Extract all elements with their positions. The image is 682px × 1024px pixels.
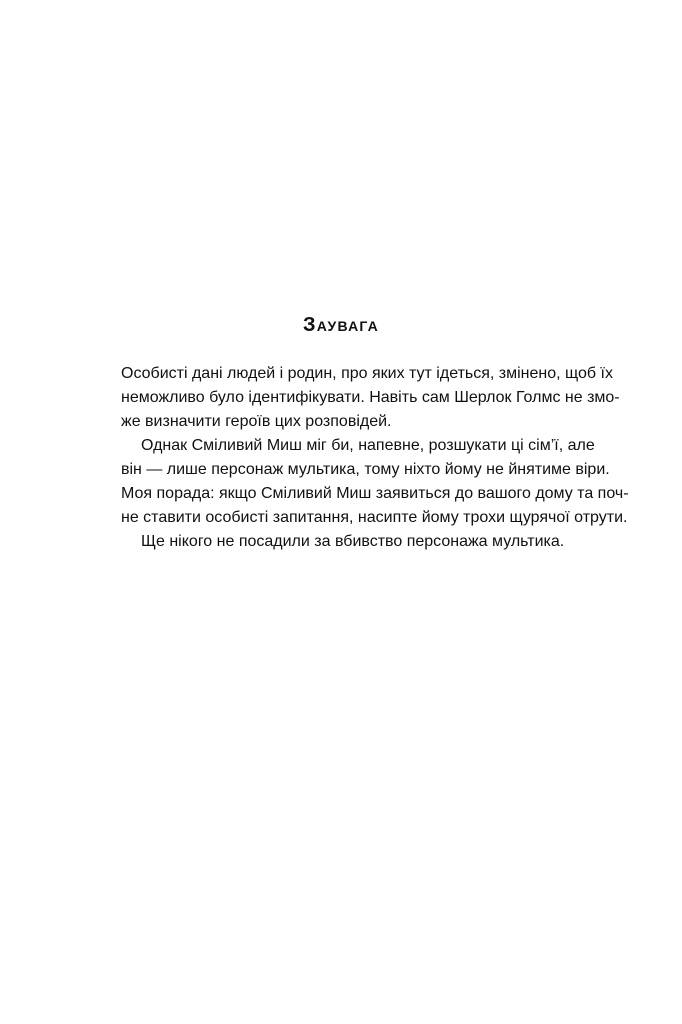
- text-line: Особисті дані людей і родин, про яких тут ідеться, змінено, щоб їх: [121, 365, 613, 382]
- paragraph-2: [121, 434, 629, 530]
- text-line: не ставити особисті запитання, насипте йому трохи щурячої отрути.: [121, 509, 628, 526]
- text-line: Однак Сміливий Миш міг би, напевне, розшукати ці сім’ї, але: [141, 437, 595, 454]
- body-text: [121, 362, 629, 554]
- paragraph-3: [121, 530, 565, 554]
- paragraph-1: [121, 362, 620, 434]
- text-line: він — лише персонаж мультика, тому ніхто йому не йнятиме віри.: [121, 461, 610, 478]
- text-line: же визначити героїв цих розповідей.: [121, 413, 392, 430]
- text-line: Моя порада: якщо Сміливий Миш заявиться до вашого дому та поч-: [121, 485, 629, 502]
- page-heading: Заувага: [303, 314, 379, 336]
- text-line: Ще нікого не посадили за вбивство персонажа мультика.: [141, 533, 565, 550]
- text-line: неможливо було ідентифікувати. Навіть сам Шерлок Голмс не змо-: [121, 389, 620, 406]
